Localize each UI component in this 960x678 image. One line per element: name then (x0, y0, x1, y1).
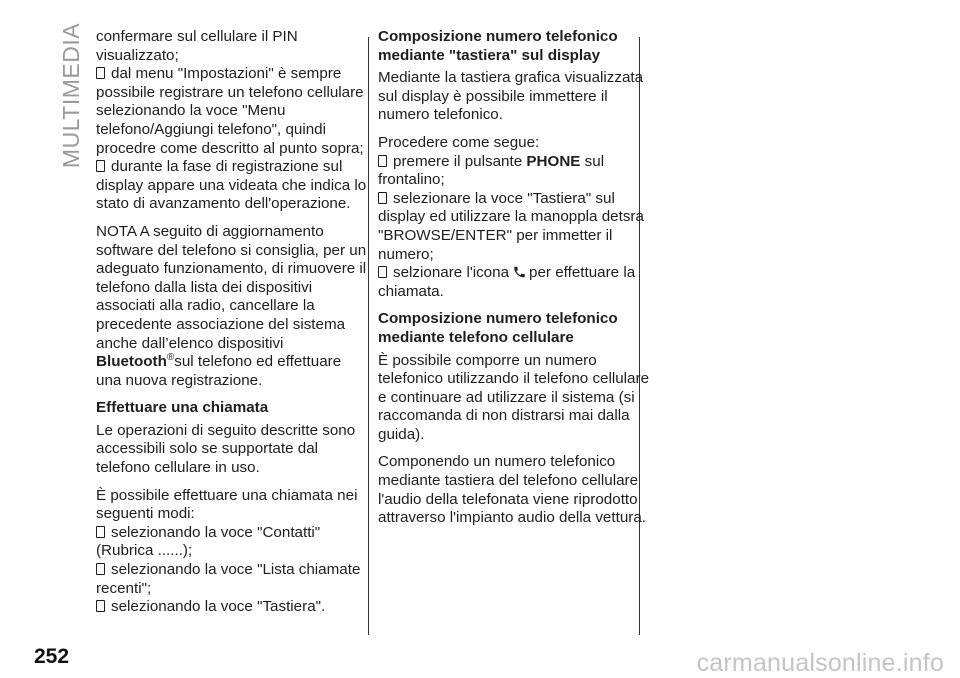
paragraph: Le operazioni di seguito descritte sono accessibili solo se supportate dal telefono cellulare in uso. (96, 421, 356, 477)
checkbox-bullet-icon (378, 155, 387, 167)
checkbox-bullet-icon (378, 266, 387, 278)
list-item: selezionare la voce "Tastiera" sul display ed utilizzare la manoppla detsra "BROWSE/ENTER" per immetter il numero; (378, 189, 644, 263)
bluetooth-term: Bluetooth (96, 353, 167, 371)
phone-button-term: PHONE (526, 152, 581, 170)
left-column (96, 28, 368, 617)
checkbox-bullet-icon (96, 600, 105, 612)
phone-icon (512, 265, 527, 279)
paragraph: È possibile comporre un numero telefonico utilizzando il telefono cellulare e continuare ad utilizzare il sistema (si raccomanda di non distrarsi mai dalla guida). (378, 351, 650, 443)
column-divider-left (368, 37, 369, 635)
checkbox-bullet-icon (96, 160, 105, 172)
right-column (378, 28, 650, 537)
list-item: dal menu "Impostazioni" è sempre possibile registrare un telefono cellulare selezionando la voce "Menu telefono/Aggiungi telefono", quindi procedre come descritto al punto sopra; (96, 65, 364, 157)
list-item: durante la fase di registrazione sul display appare una videata che indica lo stato di avanzamento dell'operazione. (96, 158, 367, 213)
list-item: selezionando la voce "Lista chiamate recenti"; (96, 561, 361, 597)
section-title-text: MULTIMEDIA (58, 22, 85, 168)
section-heading: Composizione numero telefonico mediante "tastiera" sul display (378, 28, 618, 64)
paragraph: Mediante la tastiera grafica visualizzata sul display è possibile immettere il numero telefonico. (378, 69, 644, 124)
section-side-title (46, 22, 98, 168)
checkbox-bullet-icon (378, 192, 387, 204)
list-item: premere il pulsante PHONE sul frontalino; (378, 152, 605, 189)
section-heading: Effettuare una chiamata (96, 399, 269, 417)
paragraph: Componendo un numero telefonico mediante tastiera del telefono cellulare l'audio della telefonata viene riprodotto attraverso l'impianto audio della vettura. (378, 453, 646, 527)
list-item: selezionando la voce "Contatti" (Rubrica ......); (96, 523, 321, 560)
checkbox-bullet-icon (96, 563, 105, 575)
checkbox-bullet-icon (96, 526, 105, 538)
list-item: selzionare l'icona per effettuare la chiamata. (378, 264, 636, 300)
watermark: carmanualsonline.info (696, 649, 944, 677)
note-paragraph: NOTA A seguito di aggiornamento software del telefono si consiglia, per un adeguato funzionamento, di rimuovere il telefono dalla lista dei dispositivi associati alla radio, cancellare la precedente associazione del sistema anche dall’elenco dispositivi Bluetooth®sul telefono ed effettuare una nuova registrazione. (96, 222, 367, 389)
checkbox-bullet-icon (96, 67, 105, 79)
paragraph: Procedere come segue: (378, 133, 540, 151)
list-item: selezionando la voce "Tastiera". (96, 598, 368, 617)
paragraph: È possibile effettuare una chiamata nei seguenti modi: (96, 486, 358, 523)
section-heading: Composizione numero telefonico mediante telefono cellulare (378, 310, 618, 346)
registered-mark: ® (166, 352, 175, 364)
page-number: 252 (34, 645, 70, 668)
intro-text: confermare sul cellulare il PIN visualizzato; (96, 28, 298, 64)
